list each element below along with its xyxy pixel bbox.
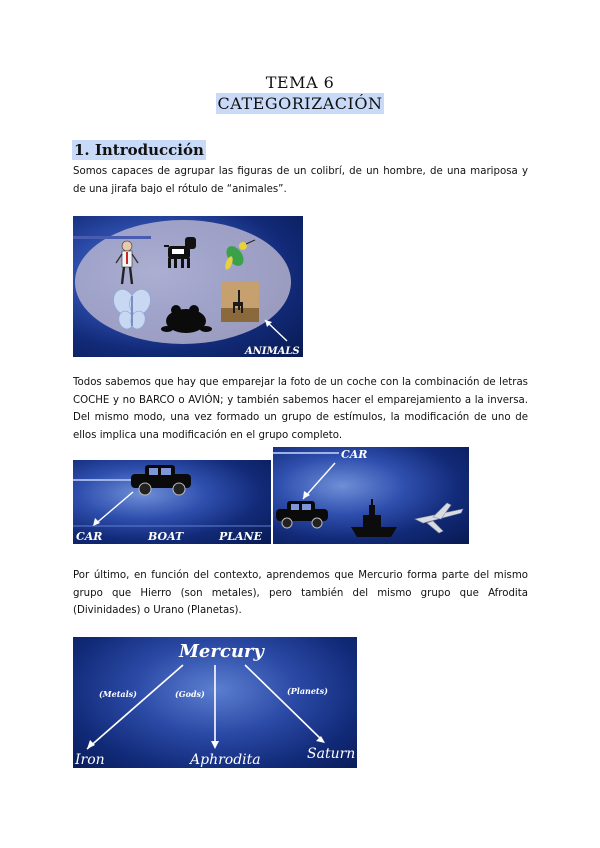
page-subtitle	[0, 94, 600, 113]
car-pictures-illustration	[273, 447, 469, 544]
mercury-label: Mercury	[179, 641, 264, 662]
car-words-figure	[73, 460, 271, 544]
page-subtitle-text: CATEGORIZACIÓN	[217, 94, 383, 113]
paragraph-matching: Todos sabemos que hay que emparejar la foto de un coche con la combinación de letras COCHE y no BARCO o AVIÓN; y también sabemos hacer el emparejamiento a la inversa. Del mismo modo, una vez formado un grupo de estímulos, la modificación de uno de ellos implica una modificación en el grupo completo.	[73, 377, 528, 441]
page-title: TEMA 6	[265, 73, 335, 92]
divider-line	[73, 236, 151, 239]
paragraph-context: Por último, en función del contexto, aprendemos que Mercurio forma parte del mismo grupo que Hierro (son metales), pero también del mismo grupo que Afrodita (Divinidades) o Urano (Planetas).	[73, 570, 528, 617]
car-icon	[131, 465, 191, 495]
giraffe-photo-icon	[221, 282, 259, 322]
saturn-label: Saturn	[307, 746, 356, 762]
aphrodita-label: Aphrodita	[190, 752, 261, 768]
planets-label: (Planets)	[287, 686, 328, 696]
arrow-head-iron	[87, 740, 95, 749]
metals-label: (Metals)	[99, 689, 137, 699]
car-icon	[276, 501, 328, 528]
gods-label: (Gods)	[175, 689, 205, 699]
mercury-diagram	[73, 637, 357, 768]
car-word-label: CAR	[341, 448, 368, 461]
car-label: CAR	[76, 530, 103, 543]
arrow-line	[93, 492, 133, 526]
arrow-line-saturn	[245, 665, 323, 741]
animals-illustration	[73, 216, 303, 357]
jet-plane-icon	[415, 503, 463, 533]
iron-label: Iron	[75, 752, 105, 768]
mercury-figure	[73, 637, 357, 768]
plane-label: PLANE	[219, 530, 262, 543]
arrow-head-saturn	[316, 736, 325, 743]
arrow-head-aphrodita	[211, 741, 219, 749]
paragraph-intro: Somos capaces de agrupar las figuras de un colibrí, de un hombre, de una mariposa y de una jirafa bajo el rótulo de “animales”.	[73, 166, 528, 195]
animals-label: ANIMALS	[245, 346, 300, 357]
boat-label: BOAT	[148, 530, 184, 543]
section-heading: 1. Introducción	[74, 141, 204, 159]
animals-figure	[73, 216, 303, 357]
arrow-head	[93, 518, 100, 526]
car-words-illustration	[73, 460, 271, 544]
ship-icon	[351, 499, 397, 537]
car-pictures-figure	[273, 447, 469, 544]
arrow-line-iron	[87, 665, 183, 749]
